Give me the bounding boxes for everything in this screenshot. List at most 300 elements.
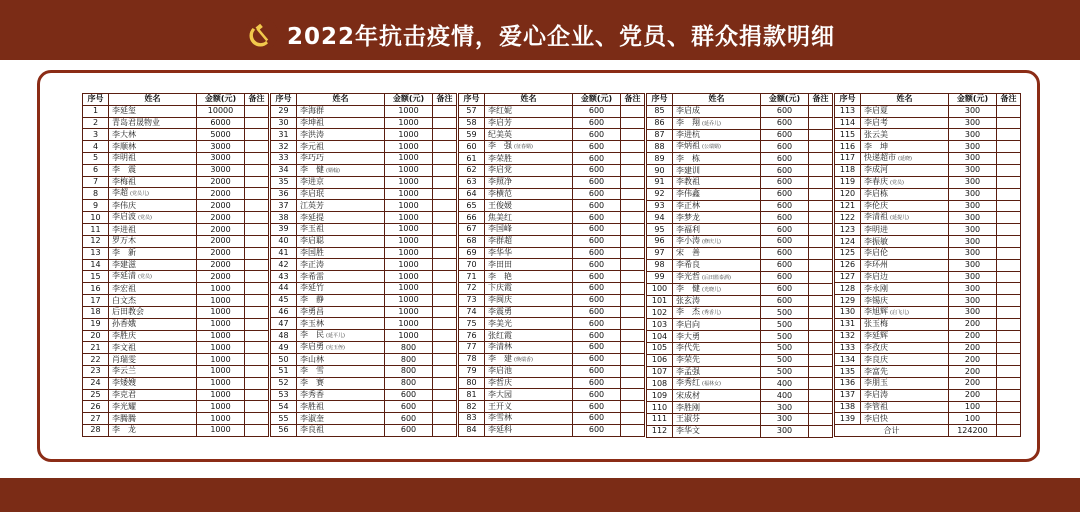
donor-note: (延乔儿) [702,120,721,127]
donor-name: 李梦龙 [676,212,700,222]
header-amount: 金额(元) [573,94,621,106]
donation-amount: 1000 [385,117,433,129]
donation-amount: 600 [573,153,621,165]
remark-cell [621,424,645,436]
table-row [459,306,645,318]
remark-cell [997,212,1021,224]
row-number: 135 [835,366,861,378]
table-row [459,282,645,294]
donor-name-cell [297,389,385,401]
donor-name-cell [485,341,573,353]
donor-name-cell [297,129,385,141]
donation-amount: 300 [949,164,997,176]
table-row [271,306,457,318]
donor-name-cell [109,377,197,389]
row-number: 51 [271,365,297,377]
donor-name: 李希良 [676,260,700,270]
row-number: 23 [83,365,109,377]
table-row [647,342,833,354]
donation-amount: 2000 [197,271,245,283]
remark-cell [245,212,269,224]
row-number: 3 [83,129,109,141]
donation-amount: 5000 [197,129,245,141]
table-row [271,176,457,188]
header-name: 姓名 [485,94,573,106]
donation-amount: 2000 [197,247,245,259]
donor-name-cell [109,176,197,188]
row-number: 43 [271,271,297,283]
donation-amount: 600 [761,259,809,271]
donor-name: 李 翔 [676,117,700,127]
donor-name-cell [673,224,761,236]
donor-name: 李福利 [676,224,700,234]
donor-name: 李荣先 [676,355,700,365]
remark-cell [997,236,1021,248]
donation-amount: 1000 [385,282,433,294]
donation-amount: 1000 [197,413,245,425]
remark-cell [997,200,1021,212]
donor-name: 李正涛 [300,259,324,269]
donor-name-cell [485,412,573,424]
table-row [647,331,833,343]
donor-name-cell [109,117,197,129]
donation-amount: 300 [949,306,997,318]
donor-name-cell [673,105,761,117]
donation-amount: 600 [573,188,621,200]
row-number: 131 [835,318,861,330]
row-number: 69 [459,247,485,259]
donor-name: 李闽庆 [488,295,512,305]
remark-cell [245,354,269,366]
donor-name-cell [861,141,949,153]
remark-cell [433,247,457,259]
remark-cell [997,377,1021,389]
donor-name-cell [673,235,761,247]
donation-amount: 600 [761,224,809,236]
header-name: 姓名 [673,94,761,106]
row-number: 137 [835,389,861,401]
donor-name-cell [673,271,761,283]
donor-name-cell [673,247,761,259]
row-number: 85 [647,105,673,117]
donation-amount: 600 [573,259,621,271]
donation-amount: 500 [761,307,809,319]
donation-amount: 600 [761,200,809,212]
donor-name: 李启勇 [300,342,324,352]
remark-cell [809,366,833,378]
row-number: 94 [647,212,673,224]
remark-cell [809,390,833,402]
donor-name-cell [297,318,385,330]
header-no: 序号 [835,94,861,106]
donor-name: 李代先 [676,343,700,353]
remark-cell [621,377,645,389]
table-row [83,330,269,342]
donor-name: 李成河 [864,165,888,175]
total-label: 合计 [835,425,949,437]
remark-cell [809,259,833,271]
table-header-row [835,94,1021,106]
row-number: 50 [271,354,297,366]
row-number: 121 [835,200,861,212]
donation-amount: 3000 [197,141,245,153]
remark-cell [809,354,833,366]
remark-cell [621,271,645,283]
donor-name: 李胜庆 [112,330,136,340]
donor-name: 张玄涛 [676,295,700,305]
donor-name: 王开义 [488,401,512,411]
donation-amount: 600 [761,153,809,165]
remark-cell [809,141,833,153]
donor-name: 张红霞 [488,330,512,340]
row-number: 20 [83,330,109,342]
row-number: 54 [271,401,297,413]
donation-amount: 2000 [197,235,245,247]
row-number: 89 [647,153,673,165]
donation-amount: 300 [761,413,809,425]
donation-amount: 1000 [385,141,433,153]
donor-name-cell [109,247,197,259]
remark-cell [433,306,457,318]
remark-cell [997,224,1021,236]
table-row [83,224,269,236]
page-title: 2022年抗击疫情，爱心企业、党员、群众捐款明细 [286,23,835,50]
table-row [647,378,833,390]
donor-name: 李管祖 [864,401,888,411]
table-row [271,365,457,377]
donation-amount: 1000 [197,283,245,295]
donation-amount: 2000 [197,200,245,212]
donor-name-cell [861,342,949,354]
table-row [835,129,1021,141]
donor-name: 后田教会 [112,307,144,317]
donor-name: 李启考 [864,117,888,127]
row-number: 102 [647,307,673,319]
donor-name-cell [673,165,761,177]
donor-name: 李 健 [300,164,324,174]
table-row [459,153,645,165]
remark-cell [245,389,269,401]
donation-amount: 600 [761,105,809,117]
remark-cell [621,129,645,141]
table-row [271,354,457,366]
donation-amount: 600 [573,176,621,188]
donation-amount: 600 [573,223,621,235]
remark-cell [809,165,833,177]
row-number: 46 [271,306,297,318]
remark-cell [433,377,457,389]
row-number: 128 [835,283,861,295]
donor-name: 李勇昌 [300,306,324,316]
donor-name-cell [109,330,197,342]
donor-name: 李进杭 [676,129,700,139]
row-number: 99 [647,271,673,283]
table-row [83,283,269,295]
header-amount: 金额(元) [761,94,809,106]
row-number: 32 [271,141,297,153]
donor-name-cell [861,236,949,248]
row-number: 98 [647,259,673,271]
row-number: 55 [271,413,297,425]
table-row [83,342,269,354]
donor-name-cell [485,294,573,306]
donor-name: 李胜刚 [676,402,700,412]
donation-amount: 200 [949,330,997,342]
donor-name-cell [485,153,573,165]
table-row [647,307,833,319]
donation-amount: 300 [949,236,997,248]
table-row [83,164,269,176]
donation-amount: 1000 [197,424,245,436]
donation-amount: 600 [573,117,621,129]
table-row [83,176,269,188]
donor-name: 李良庆 [864,354,888,364]
donor-name: 李良祖 [300,425,324,435]
remark-cell [621,318,645,330]
donation-amount: 1000 [197,318,245,330]
table-row [647,247,833,259]
donor-name-cell [109,141,197,153]
remark-cell [997,271,1021,283]
donor-name: 李启快 [864,413,888,423]
header-note: 备注 [433,94,457,106]
table-row [83,365,269,377]
table-row [271,247,457,259]
remark-cell [621,259,645,271]
row-number: 7 [83,176,109,188]
donor-name-cell [297,188,385,200]
donor-name-cell [861,283,949,295]
donor-name: 李启伦 [864,248,888,258]
donation-amount: 1000 [385,259,433,271]
donor-note: (启飞儿) [890,309,909,316]
remark-cell [621,200,645,212]
row-number: 112 [647,425,673,437]
remark-cell [245,424,269,436]
donation-amount: 600 [573,164,621,176]
table-row [271,318,457,330]
donation-amount: 600 [573,200,621,212]
row-number: 73 [459,294,485,306]
donor-name: 李秀香 [300,389,324,399]
row-number: 44 [271,282,297,294]
donor-name-cell [861,330,949,342]
row-number: 36 [271,188,297,200]
donation-amount: 2000 [197,176,245,188]
donor-name: 李 民 [300,330,324,340]
remark-cell [809,153,833,165]
donor-name: 焦美红 [488,212,512,222]
donor-name-cell [861,212,949,224]
donor-name-cell [861,295,949,307]
table-row [647,354,833,366]
row-number: 15 [83,271,109,283]
row-number: 38 [271,212,297,224]
table-row [459,105,645,117]
donor-name-cell [485,377,573,389]
donor-name-cell [485,176,573,188]
donor-name-cell [297,342,385,354]
row-number: 49 [271,342,297,354]
donor-note: (延晓) [898,155,912,162]
row-number: 64 [459,188,485,200]
table-row [835,152,1021,164]
remark-cell [809,331,833,343]
donor-name: 李群超 [488,236,512,246]
table-row [647,235,833,247]
table-row [647,165,833,177]
donor-name-cell [297,176,385,188]
row-number: 48 [271,330,297,342]
table-row [271,259,457,271]
row-number: 114 [835,117,861,129]
donation-amount: 600 [385,424,433,436]
donor-name: 李明祖 [112,153,136,163]
remark-cell [621,188,645,200]
table-row [835,176,1021,188]
remark-cell [997,141,1021,153]
table-row [835,377,1021,389]
table-row [459,200,645,212]
table-row [835,164,1021,176]
remark-cell [433,212,457,224]
row-number: 27 [83,413,109,425]
donor-name-cell [109,224,197,236]
donor-name: 李启向 [676,319,700,329]
remark-cell [245,176,269,188]
header-note: 备注 [245,94,269,106]
row-number: 95 [647,224,673,236]
table-row [83,141,269,153]
table-row [271,164,457,176]
donor-name: 李华文 [676,426,700,436]
donor-name: 李文祖 [112,342,136,352]
donor-name-cell [109,259,197,271]
donor-name: 江英芳 [300,200,324,210]
donor-name-cell [297,259,385,271]
donation-amount: 600 [573,412,621,424]
table-row [83,117,269,129]
donor-name-cell [485,223,573,235]
donor-name-cell [297,105,385,117]
row-number: 119 [835,176,861,188]
donor-name: 李胜祖 [300,401,324,411]
donor-name: 宋 善 [676,248,700,258]
remark-cell [621,247,645,259]
row-number: 34 [271,164,297,176]
donor-name-cell [673,295,761,307]
donor-name: 李伟庆 [112,200,136,210]
donor-name-cell [485,141,573,153]
table-row [647,129,833,141]
donation-amount: 800 [385,377,433,389]
donation-table-2 [270,93,457,437]
table-row [83,129,269,141]
donor-name: 李田田 [488,259,512,269]
donor-name-cell [109,105,197,117]
donation-amount: 1000 [385,306,433,318]
table-row [835,401,1021,413]
table-row [271,105,457,117]
donation-amount: 600 [761,141,809,153]
donor-name-cell [297,354,385,366]
donor-name: 白文杰 [112,295,136,305]
remark-cell [245,247,269,259]
donor-name: 李哲庆 [488,377,512,387]
remark-cell [433,365,457,377]
remark-cell [997,176,1021,188]
remark-cell [997,117,1021,129]
donation-amount: 1000 [385,129,433,141]
donation-amount: 300 [949,141,997,153]
row-number: 107 [647,366,673,378]
donor-name-cell [485,424,573,436]
donor-name-cell [485,105,573,117]
donation-amount: 1000 [197,365,245,377]
remark-cell [809,188,833,200]
donor-name: 李延提 [300,212,324,222]
remark-cell [245,365,269,377]
donor-name-cell [673,307,761,319]
remark-cell [621,353,645,365]
donor-name-cell [297,365,385,377]
donor-name: 罗万木 [112,236,136,246]
donor-name: 李玉林 [300,318,324,328]
remark-cell [433,401,457,413]
donor-name: 李旭辉 [864,306,888,316]
table-row [83,295,269,307]
row-number: 24 [83,377,109,389]
donor-name: 李启波 [112,212,136,222]
donation-amount: 500 [761,366,809,378]
donor-name: 李启党 [488,165,512,175]
table-row [647,153,833,165]
donor-name: 李矮嫂 [112,378,136,388]
row-number: 100 [647,283,673,295]
donation-amount: 300 [949,117,997,129]
donor-name: 李延竹 [300,283,324,293]
header-name: 姓名 [297,94,385,106]
row-number: 126 [835,259,861,271]
donor-name: 李云兰 [112,366,136,376]
table-row [459,401,645,413]
table-row [459,271,645,283]
row-number: 129 [835,295,861,307]
table-header-row [459,94,645,106]
donation-amount: 600 [385,413,433,425]
remark-cell [245,259,269,271]
remark-cell [245,283,269,295]
table-row [459,259,645,271]
donor-name-cell [485,389,573,401]
donor-name-cell [861,152,949,164]
table-row [835,283,1021,295]
donor-name: 卞庆霞 [488,283,512,293]
donation-amount: 1000 [197,306,245,318]
table-row [459,129,645,141]
donor-name-cell [109,342,197,354]
donation-amount: 100 [949,401,997,413]
donation-amount: 1000 [385,294,433,306]
title-bar [0,14,1080,54]
donor-name-cell [297,424,385,436]
table-row [647,105,833,117]
remark-cell [245,164,269,176]
remark-cell [433,141,457,153]
donor-name-cell [673,283,761,295]
donor-name-cell [861,389,949,401]
donor-name: 李大林 [112,129,136,139]
